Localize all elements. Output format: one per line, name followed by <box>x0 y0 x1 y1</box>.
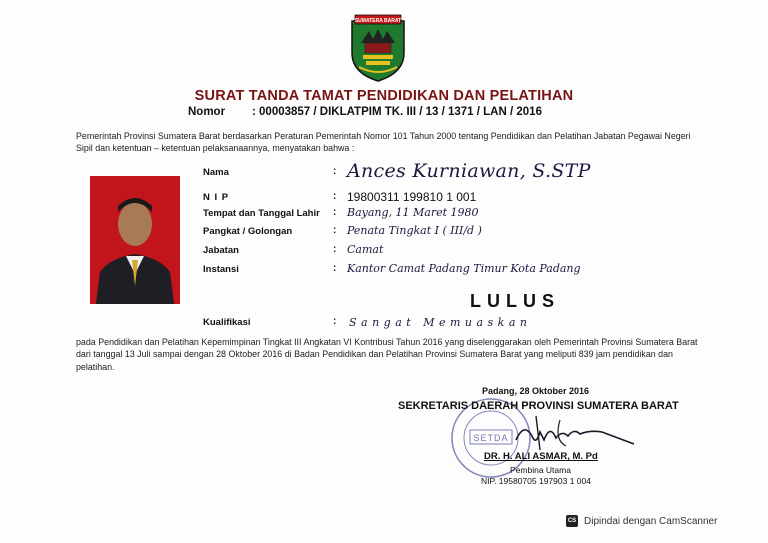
nama-colon: : <box>333 166 337 177</box>
camscanner-text: Dipindai dengan CamScanner <box>584 515 718 527</box>
instansi-label: Instansi <box>203 264 239 275</box>
sign-place-date: Padang, 28 Oktober 2016 <box>482 386 590 396</box>
nomor-label: Nomor <box>188 106 226 118</box>
jabatan-label: Jabatan <box>203 245 239 256</box>
nip-value: 19800311 199810 1 001 <box>347 190 477 204</box>
kualifikasi-label: Kualifikasi <box>203 317 251 328</box>
instansi-colon: : <box>333 263 337 274</box>
pangkat-value: Penata Tingkat I ( III/d ) <box>347 224 482 237</box>
instansi-value: Kantor Camat Padang Timur Kota Padang <box>347 262 581 275</box>
signatory-nip: NIP. 19580705 197903 1 004 <box>481 476 591 486</box>
sumatera-barat-crest-icon <box>349 13 407 83</box>
crest-banner-text: SUMATERA BARAT <box>354 18 402 24</box>
intro-paragraph: Pemerintah Provinsi Sumatera Barat berdasarkan Peraturan Pemerintah Nomor 101 Tahun 2000 tentang Pendidikan dan Pelatihan Jabatan Pegawai Negeri Sipil dan ketentuan – ketentuan pelaksanaannya, menyatakan bahwa : <box>76 131 691 153</box>
document-title: SURAT TANDA TAMAT PENDIDIKAN DAN PELATIHAN <box>194 88 574 104</box>
document-number <box>188 106 542 118</box>
nomor-value: : 00003857 / DIKLATPIM TK. III / 13 / 1371 / LAN / 2016 <box>252 106 542 118</box>
recipient-photo <box>90 176 180 304</box>
jabatan-colon: : <box>333 244 337 255</box>
ttl-colon: : <box>333 207 337 218</box>
body-paragraph: pada Pendidikan dan Pelatihan Kepemimpinan Tingkat III Angkatan VI Kontribusi Tahun 2016 yang diselenggarakan oleh Pemerintah Provinsi Sumatera Barat dari tanggal 13 Juli sampai dengan 28 Oktober 2016 di Badan Pendidikan dan Pelatihan Provinsi Sumatera Barat yang meliputi 839 jam pendidikan dan pelatihan. <box>76 337 698 372</box>
kualifikasi-value: Sangat Memuaskan <box>349 316 532 329</box>
kualifikasi-colon: : <box>333 316 337 327</box>
nip-label: N I P <box>203 192 230 203</box>
nama-label: Nama <box>203 167 229 178</box>
signatory-title: SEKRETARIS DAERAH PROVINSI SUMATERA BARAT <box>398 400 679 412</box>
signatory-rank: Pembina Utama <box>510 465 571 475</box>
nip-colon: : <box>333 191 337 202</box>
camscanner-watermark <box>566 513 717 529</box>
ttl-value: Bayang, 11 Maret 1980 <box>347 206 479 219</box>
stamp-text: SETDA <box>473 433 509 443</box>
pangkat-colon: : <box>333 225 337 236</box>
jabatan-value: Camat <box>347 243 384 256</box>
pangkat-label: Pangkat / Golongan <box>203 226 293 237</box>
result-lulus: LULUS <box>470 291 560 311</box>
nama-value: Ances Kurniawan, S.STP <box>347 160 591 182</box>
ttl-label: Tempat dan Tanggal Lahir <box>203 208 320 219</box>
signatory-name: DR. H. ALI ASMAR, M. Pd <box>484 451 598 462</box>
camscanner-icon: CS <box>566 515 578 527</box>
